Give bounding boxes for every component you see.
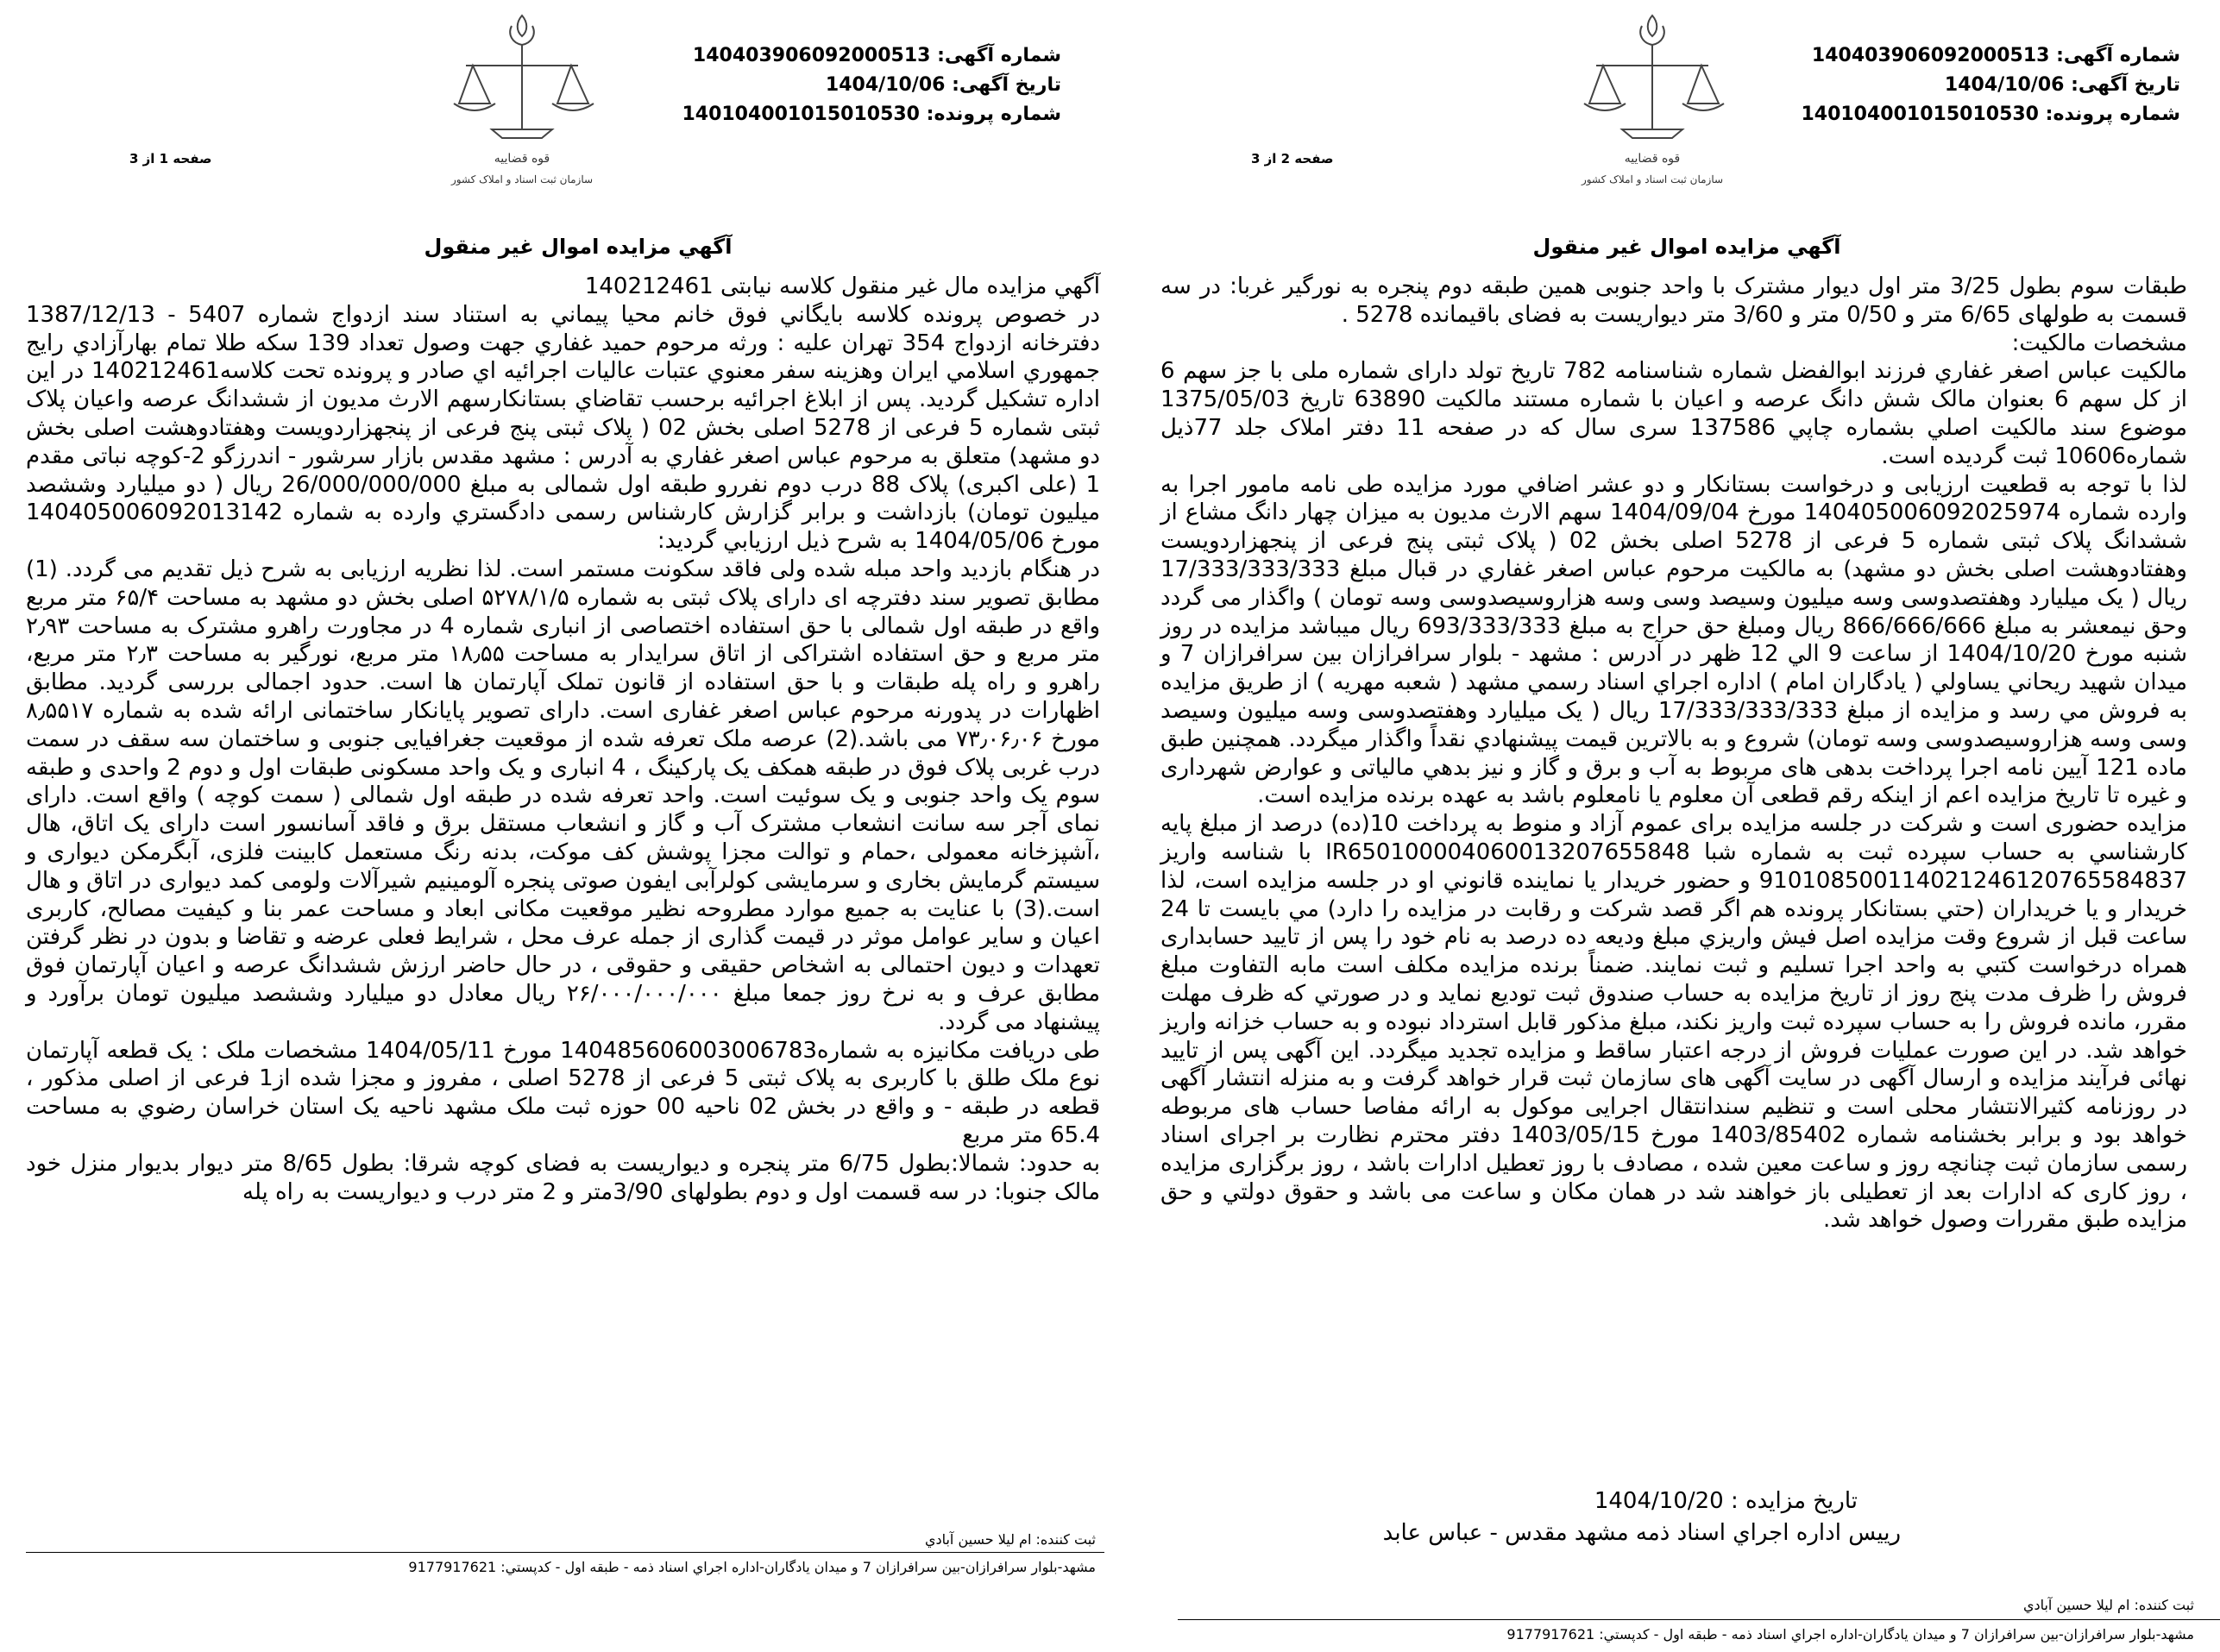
notice-header — [1801, 41, 2180, 129]
paragraph: در خصوص پرونده کلاسه بايگاني فوق خانم محيا پيماني به استناد سند ازدواج شماره 5407 - 1387/12/13 دفترخانه ازدواج 354 تهران عليه : ورثه مرحوم حميد غفاري جهت وصول تعداد 139 سکه طلا تمام بهارآزادي رايج جمهوري اسلامي ايران وهزينه سفر معنوي عتبات عاليات اجرائيه اي صادر و پرونده تحت کلاسه140212461 در اين اداره تشکيل گرديد. پس از ابلاغ اجرائيه برحسب تقاضاي بستانکارسهم الارث مديون از ششدانگ عرصه واعيان پلاک ثبتی شماره 5 فرعی از 5278 اصلی بخش 02 ( پلاک ثبتی پنج فرعی از پنجهزاردويست وهفتادوهشت اصلی بخش دو مشهد) متعلق به مرحوم عباس اصغر غفاري به آدرس : مشهد مقدس بازار سرشور - اندرزگو 2-کوچه نباتی مقدم 1 (علی اکبری) پلاک 88 درب دوم نفررو طبقه اول شمالی به مبلغ 26/000/000/000 ريال ( دو ميليارد وششصد ميليون تومان) بازداشت و برابر گزارش کارشناس رسمی دادگستري وارده به شماره 14040500609201314‌2 مورخ 1404/05/06 به شرح ذيل ارزيابي گرديد: — [26, 301, 1101, 555]
paragraph: مالكيت عباس اصغر غفاري فرزند ابوالفضل شماره شناسنامه 782 تاریخ تولد دارای شماره ملی با جز سهم 6 از کل سهم 6 بعنوان مالک شش دانگ عرصه و اعيان با شماره مستند مالکيت 63890 تاريخ 1375/05/03 موضوع سند مالکيت اصلي بشماره چاپي 137586 سری سال که در صفحه 11 دفتر املاک جلد 77ذيل شماره10606 ثبت گرديده است. — [1160, 358, 2187, 469]
ad-number: شماره آگهی: 140403906092000513 — [1811, 45, 2180, 66]
notice-title: آگهي مزايده اموال غير منقول — [424, 235, 733, 259]
judiciary-emblem-icon — [1570, 9, 1734, 190]
footer-divider — [26, 1552, 1104, 1553]
file-number: شماره پرونده: 140104001015010530 — [1801, 104, 2180, 125]
paragraph: در هنگام بازديد واحد مبله شده ولی فاقد سکونت مستمر است. لذا نظريه ارزيابی به شرح ذيل تقديم می گردد. (1) مطابق تصوير سند دفترچه ای دارای پلاک ثبتی به شماره ۵۲۷۸/۱/۵ اصلی بخش دو مشهد به مساحت ۶۵/۴ متر مربع واقع در طبقه اول شمالی با حق استفاده اختصاصی از انباری شماره 4 در مجاورت راهرو مشترک به مساحت ۲٫۹۳ متر مربع و حق استفاده اشتراکی از اتاق سرايدار به مساحت ۱۸٫۵۵ متر مربع، نورگير به مساحت ۲٫۳ متر مربع، راهرو و راه پله طبقات و با حق استفاده از قانون تملک آپارتمان ها است. حدود اجمالی بررسی گرديد. مطابق اظهارات در پدورنه مرحوم عباس اصغر غفاری است. دارای تصوير پايانکار ساختمانی ارائه شده به شماره ۸٫۵۵۱۷ مورخ ۷۳٫۰۶٫۰۶ می باشد.(2) عرصه ملک تعرفه شده از موقعيت جغرافيايی جنوبی و ساختمان سه سقف در سمت درب غربی پلاک فوق در طبقه همکف يک پارکينگ ، 4 انباری و يک واحد مسکونی طبقات اول و دوم 2 واحدی و طبقه سوم يک واحد جنوبی و يک سوئيت است. واحد تعرفه شده در طبقه اول شمالی ( سمت کوچه ) واقع است. دارای نمای آجر سه سانت انشعاب مشترک آب و گاز و انشعاب مستقل برق و فاقد آسانسور است دارای يک اتاق، هال ،آشپزخانه معمولی ،حمام و توالت مجزا پوشش کف موکت، بدنه رنگ مستعمل کابينت فلزی، آبگرمکن ديواری و سيستم گرمايش بخاری و سرمايشی کولرآبی ايفون صوتی پنجره آلومينيم شيرآلات ولومی کمد ديواری در اتاق و هال است.(3) با عنايت به جميع موارد مطروحه نظير موقعيت مکانی ابعاد و مساحت عمر بنا و کيفيت مصالح، کاربری اعيان و ساير عوامل موثر در قيمت گذاری از جمله عرف محل ، شرايط فعلی عرضه و تقاضا و بدون در نظر گرفتن تعهدات و ديون احتمالی به اشخاص حقيقی و حقوقی ، در حال حاضر ارزش ششدانگ عرصه و اعيان آپارتمان فوق مطابق عرف و به نرخ روز جمعا مبلغ ۲۶/۰۰۰/۰۰۰/۰۰۰ ريال معادل دو ميليارد وششصد ميليون تومان برآورد و پيشنهاد می گردد. — [26, 556, 1101, 1035]
notice-header — [682, 41, 1061, 129]
notice-title: آگهي مزايده اموال غير منقول — [1532, 235, 1841, 259]
paragraph: به حدود: شمالا:بطول 6/75 متر پنجره و ديواريست به فضای کوچه شرقا: بطول 8/65 متر ديوار بديوار منزل خود مالک جنوبا: در سه قسمت اول و دوم بطولهای 3/90متر و 2 متر درب و ديواريست به راه پله — [26, 1150, 1101, 1205]
judiciary-emblem-icon — [440, 9, 604, 190]
svg-text:سازمان ثبت اسناد و املاک کشور: سازمان ثبت اسناد و املاک کشور — [450, 173, 594, 185]
paragraph: طی دريافت مکانيزه به شماره14048560600300678‌3 مورخ 1404/05/11 مشخصات ملک : يک قطعه آپارتمان نوع ملک طلق با کاربری به پلاک ثبتی 5 فرعی از 5278 اصلی ، مفروز و مجزا شده از1 فرعی از اصلی مذکور ، قطعه در طبقه - و واقع در بخش 02 ناحيه 00 حوزه ثبت ملک مشهد ناحيه يک استان خراسان رضوي به مساحت 65.4 متر مربع — [26, 1037, 1101, 1148]
paragraph: مشخصات مالکیت: — [2011, 330, 2187, 356]
notice-body — [26, 273, 1100, 1206]
footer-address: مشهد-بلوار سرافرازان-بين سرافرازان 7 و ميدان يادگاران-اداره اجراي اسناد ذمه - طبقه اول - کدپستي: 9177917621 — [1506, 1626, 2194, 1643]
registrar: ثبت کننده: ام ليلا حسين آبادي — [2022, 1597, 2194, 1613]
ad-date: تاریخ آگهی: 1404/10/06 — [1944, 74, 2180, 96]
registrar: ثبت کننده: ام ليلا حسين آبادي — [924, 1531, 1096, 1548]
signatory: رييس اداره اجراي اسناد ذمه مشهد مقدس - عباس عابد — [1382, 1520, 1901, 1546]
notice-page-2 — [1126, 0, 2220, 1652]
paragraph: آگهي مزايده مال غير منقول کلاسه نيابتی 140212461 — [584, 273, 1100, 299]
notice-body — [1160, 273, 2187, 1234]
page-number: صفحه 1 از 3 — [129, 151, 212, 166]
paragraph: طبقات سوم بطول 3/25 متر اول ديوار مشترک با واحد جنوبی همين طبقه دوم پنجره به نورگير غربا: در سه قسمت به طولهای 6/65 متر و 0/50 متر و 3/60 متر ديواريست به فضای باقيمانده 5278 . — [1160, 273, 2187, 328]
page-number: صفحه 2 از 3 — [1251, 151, 1334, 166]
svg-text:سازمان ثبت اسناد و املاک کشور: سازمان ثبت اسناد و املاک کشور — [1581, 173, 1724, 185]
footer-divider — [1178, 1619, 2220, 1620]
auction-date: تاريخ مزايده : 1404/10/20 — [1594, 1488, 1858, 1514]
ad-number: شماره آگهی: 140403906092000513 — [692, 45, 1061, 66]
paragraph: لذا با توجه به قطعيت ارزيابی و درخواست بستانكار و دو عشر اضافي مورد مزايده طی نامه مامور اجرا به وارده شماره 14040500609202597‌4 مورخ 1404/09/04 سهم الارث مديون به ميزان چهار دانگ مشاع از ششدانگ پلاک ثبتی شماره 5 فرعی از 5278 اصلی بخش 02 ( پلاک ثبتی پنج فرعی از پنجهزاردويست وهفتادوهشت اصلی بخش دو مشهد) به مالکيت مرحوم عباس اصغر غفاري در قبال مبلغ 17/333/333/333 ريال ( يک ميليارد وهفتصدوسی وسه ميليون وسيصد وسی وسه هزاروسيصدوسی وسه تومان ) واگذار می گردد وحق نيمعشر به مبلغ 866/666/666 ريال ومبلغ حق حراج به مبلغ 693/333/333 ريال ميباشد مزايده در روز شنبه مورخ 1404/10/20 از ساعت 9 الي 12 ظهر در آدرس : مشهد - بلوار سرافرازان بين سرافرازان 7 و ميدان شهيد ريحاني يساولي ( يادگاران امام ) اداره اجراي اسناد رسمي مشهد ( شعبه مهريه ) از طريق مزايده به فروش مي رسد و مزايده از مبلغ 17/333/333/333 ريال ( يک ميليارد وهفتصدوسی وسه ميليون وسيصد وسی وسه هزاروسيصدوسی وسه تومان) شروع و به بالاترين قيمت پيشنهادي نقداً واگذار ميگردد. همچنين طبق ماده 121 آيين نامه اجرا پرداخت بدهی های مربوط به آب و برق و گاز و نيز بدهي مالياتی و عوارض شهرداری و غيره تا تاريخ مزايده اعم از اينکه رقم قطعی آن معلوم يا نامعلوم باشد به عهده برنده مزايده است. — [1160, 471, 2188, 809]
svg-text:قوه قضاييه: قوه قضاييه — [494, 152, 550, 166]
footer-address: مشهد-بلوار سرافرازان-بين سرافرازان 7 و ميدان يادگاران-اداره اجراي اسناد ذمه - طبقه اول - کدپستي: 9177917621 — [408, 1559, 1096, 1575]
paragraph: مزايده حضوری است و شرکت در جلسه مزايده برای عموم آزاد و منوط به پرداخت 10(ده) درصد از مبلغ پايه کارشناسي به حساب سپرده ثبت به شماره شبا IR650100004060013207655848 با شناسه واريز 910108500114021246120765584837 و حضور خريدار يا نماينده قانوني او در جلسه مزايده است، لذا خريدار و يا خريداران (حتي بستانکار پرونده هم اگر قصد شرکت و رقابت در مزايده را دارد) مي بايست تا 24 ساعت قبل از شروع وقت مزايده اصل فيش واريزي مبلغ وديعه ده درصد به نام خود را پس از تاييد حسابداری همراه درخواست کتبي به واحد اجرا تسليم و ثبت نمايند. ضمناً برنده مزايده مکلف است مابه التفاوت مبلغ فروش را ظرف مدت پنج روز از تاريخ مزايده به حساب صندوق ثبت توديع نمايد و در صورتي که ظرف مهلت مقرر، مانده فروش را به حساب سپرده ثبت واريز نکند، مبلغ مذکور قابل استرداد نبوده و به حساب خزانه واريز خواهد شد. در اين صورت عمليات فروش از درجه اعتبار ساقط و مزايده تجديد ميگردد. اين آگهی پس از تاييد نهائی فرآيند مزايده و ارسال آگهی در سايت آگهی های سازمان ثبت قرار خواهد گرفت و به منزله انتشار آگهی در روزنامه کثيرالانتشار محلی است و تنظيم سندانتقال اجرايی موکول به ارائه مفاصا حساب های مربوطه خواهد بود و برابر بخشنامه شماره 1403/85402 مورخ 1403/05/15 دفتر محترم نظارت بر اجرای اسناد رسمی سازمان ثبت چنانچه روز و ساعت معين شده ، مصادف با روز تعطيل ادارات باشد ، روز برگزاری مزايده ، روز کاری که ادارات بعد از تعطيلی باز خواهند شد در همان مکان و ساعت می باشد و حقوق دولتي و حق مزايده طبق مقررات وصول خواهد شد. — [1160, 811, 2187, 1234]
file-number: شماره پرونده: 140104001015010530 — [682, 104, 1061, 125]
ad-date: تاریخ آگهی: 1404/10/06 — [825, 74, 1061, 96]
svg-text:قوه قضاييه: قوه قضاييه — [1624, 152, 1681, 166]
